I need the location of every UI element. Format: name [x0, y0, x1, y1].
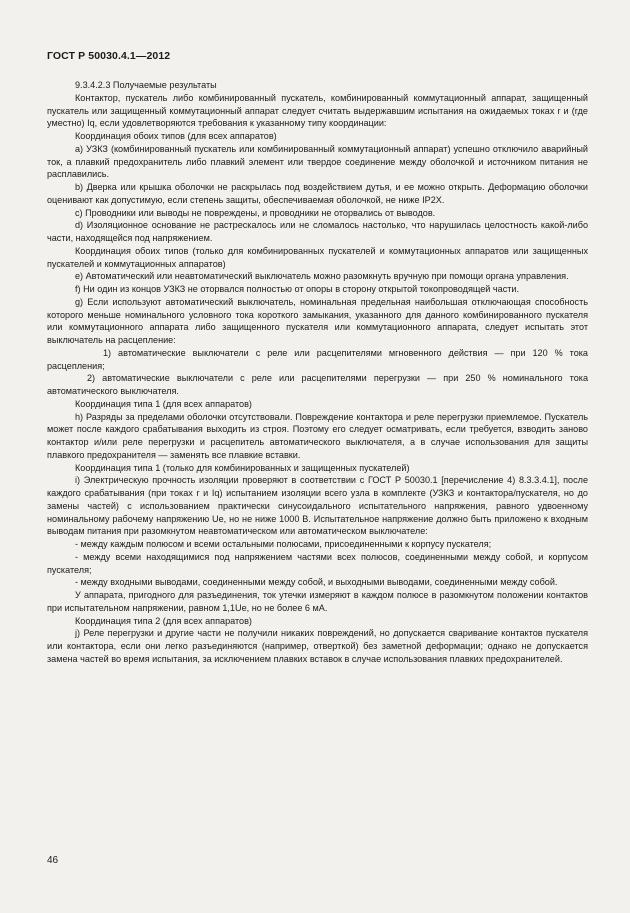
paragraph: a) УЗКЗ (комбинированный пускатель или комбинированный коммутационный аппарат) успешно отключило аварийный ток, а плавкий предохранитель либо плавкий элемент или твердое соединение между оболочкой и источником питания не расплавились. — [47, 143, 588, 180]
list-item: - между каждым полюсом и всеми остальными полюсами, присоединенными к корпусу пускателя; — [75, 539, 492, 549]
paragraph: h) Разряды за пределами оболочки отсутствовали. Повреждение контактора и реле перегрузки приемлемое. Пускатель может после каждого срабатывания выходить из строя. Поэтому его следует осматривать, если требуется, взводить заново контактор и/или реле перегрузки и расцепитель автоматического выключателя, а в случае использования для защиты плавкого предохранителя — заменять все плавкие вставки. — [47, 411, 588, 460]
paragraph: d) Изоляционное основание не растрескалось или не сломалось настолько, что нарушилась целостность какой-либо части, находящейся под напряжением. — [47, 220, 588, 243]
document-header: ГОСТ Р 50030.4.1—2012 — [47, 50, 171, 62]
paragraph: g) Если используют автоматический выключатель, номинальная предельная наибольшая отключающая способность которого меньше номинального условного тока короткого замыкания, указанного для данного комбинированного пускателя или коммутационного аппарата либо защищенного пускателя или коммутационного аппарата, следует испытать этот выключатель на расцепление: — [47, 296, 588, 345]
paragraph: Координация обоих типов (для всех аппаратов) — [75, 131, 277, 141]
paragraph: Контактор, пускатель либо комбинированный пускатель, комбинированный коммутационный аппарат, защищенный пускатель или защищенный коммутационный аппарат следует считать выдержавшим испытания на ожидаемых токах r и (где уместно) Iq, если удовлетворяются требования к указанному типу координации: — [47, 92, 588, 129]
paragraph: Координация типа 1 (только для комбинированных и защищенных пускателей) — [75, 462, 410, 473]
paragraph: У аппарата, пригодного для разъединения, ток утечки измеряют в каждом полюсе в разомкнутом положении контактов при испытательном напряжении, равном 1,1Ue, но не более 6 мА. — [47, 590, 588, 613]
paragraph: f) Ни один из концов УЗКЗ не оторвался полностью от опоры в сторону открытой токопроводящей части. — [75, 284, 520, 294]
list-item: 1) автоматические выключатели с реле или расцепителями мгновенного действия — при 120 % тока расцепления; — [47, 347, 588, 371]
list-item: - между всеми находящимися под напряжением частями всех полюсов, соединенными между собой, и корпусом пускателя; — [47, 551, 588, 575]
paragraph: c) Проводники или выводы не повреждены, и проводники не оторвались от выводов. — [75, 207, 436, 218]
paragraph: j) Реле перегрузки и другие части не получили никаких повреждений, но допускается сваривание контактов пускателя или контактора, если они легко разъединяются (например, отверткой) без заметной деформации; однако не допускается замена частей во время испытания, за исключением плавких вставок в случае использования плавких предохранителей. — [47, 628, 588, 664]
page-number: 46 — [47, 855, 59, 866]
paragraph: b) Дверка или крышка оболочки не раскрылась под воздействием дутья, и ее можно открыть. Деформацию оболочки оценивают как допустимую, если степень защиты, обеспечиваемая оболочкой, не ниже IP2X. — [47, 182, 588, 205]
paragraph: Координация типа 2 (для всех аппаратов) — [75, 615, 252, 626]
section-heading: 9.3.4.2.3 Получаемые результаты — [75, 80, 217, 90]
paragraph: Координация типа 1 (для всех аппаратов) — [75, 398, 252, 409]
list-item: 2) автоматические выключатели с реле или расцепителями перегрузки — при 250 % номинального тока автоматического выключателя. — [47, 373, 588, 396]
paragraph: i) Электрическую прочность изоляции проверяют в соответствии с ГОСТ Р 50030.1 [перечисление 4) 8.3.3.4.1], после каждого срабатывания (при токах r и Iq) испытанием изоляции всего узла в комплекте (УЗКЗ и контактора/пускателя, но до замены частей) с использованием практически синусоидального испытательного напряжения, равного удвоенному номинальному рабочему напряжению Ue, но не ниже 1000 В. Испытательное напряжение должно быть приложено к входным выводам питания при разомкнутом неавтоматическом или автоматическом выключателе: — [47, 475, 588, 537]
list-item: - между входными выводами, соединенными между собой, и выходными выводами, соединенными между собой. — [75, 577, 558, 588]
paragraph: Координация обоих типов (только для комбинированных пускателей и коммутационных аппаратов или защищенных пускателей и коммутационных аппаратов) — [47, 245, 588, 269]
document-body — [47, 79, 588, 666]
paragraph: e) Автоматический или неавтоматический выключатель можно разомкнуть вручную при помощи органа управления. — [75, 271, 569, 282]
